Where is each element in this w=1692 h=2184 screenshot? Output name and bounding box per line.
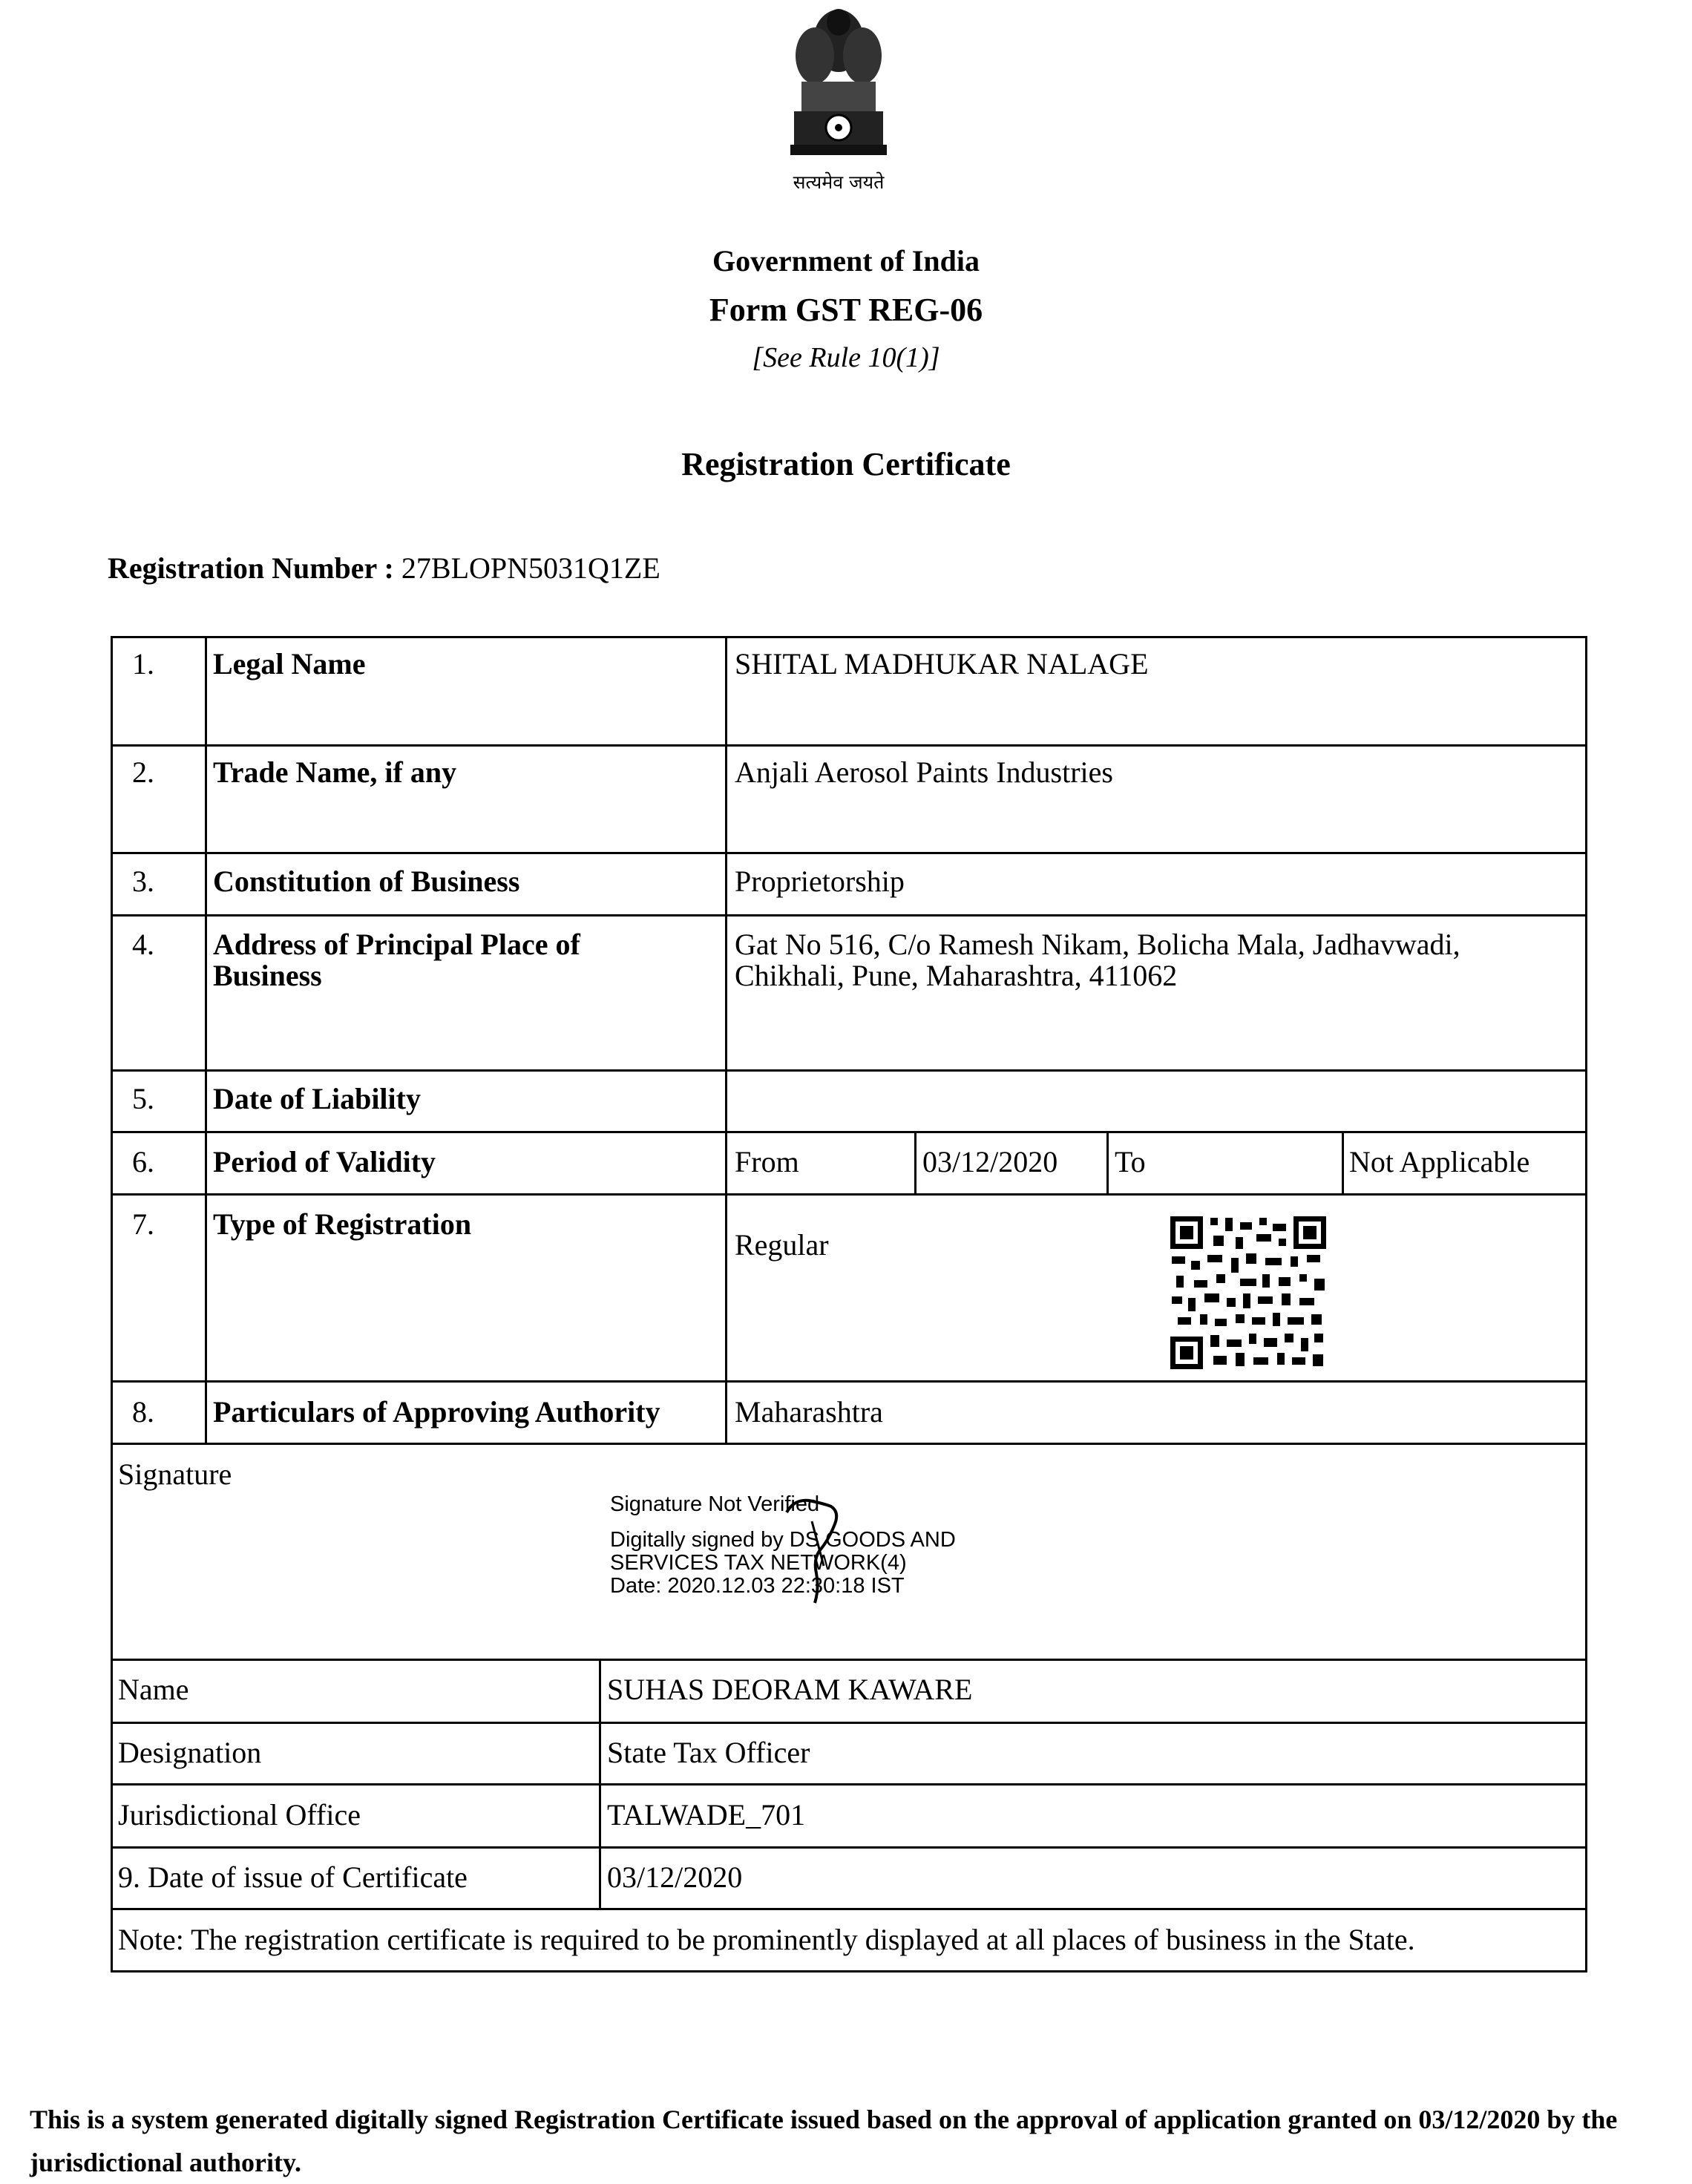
address-label-line2: Business	[213, 959, 322, 992]
row-number: 3.	[132, 865, 154, 898]
jurisdictional-office-value: TALWADE_701	[607, 1798, 806, 1832]
signature-status: Signature Not Verified	[610, 1492, 820, 1516]
row-number: 8.	[132, 1395, 154, 1429]
validity-from-date: 03/12/2020	[922, 1145, 1058, 1178]
period-of-validity-label: Period of Validity	[213, 1145, 436, 1178]
date-of-liability-label: Date of Liability	[213, 1082, 421, 1115]
validity-to-label: To	[1115, 1145, 1146, 1178]
address-value-line2: Chikhali, Pune, Maharashtra, 411062	[735, 959, 1178, 992]
form-heading: Form GST REG-06	[709, 292, 983, 328]
legal-name-value: SHITAL MADHUKAR NALAGE	[735, 647, 1149, 681]
type-of-registration-label: Type of Registration	[213, 1207, 472, 1241]
constitution-value: Proprietorship	[735, 865, 905, 898]
officer-name-label: Name	[118, 1673, 189, 1706]
signature-check-icon	[772, 1492, 853, 1610]
row-number: 5.	[132, 1082, 154, 1115]
issue-date-label: 9. Date of issue of Certificate	[118, 1860, 468, 1894]
national-emblem-icon	[779, 0, 898, 171]
issue-date-value: 03/12/2020	[607, 1860, 743, 1894]
certificate-title: Registration Certificate	[681, 446, 1011, 482]
rule-reference: [See Rule 10(1)]	[752, 342, 940, 373]
approving-authority-value: Maharashtra	[735, 1395, 883, 1429]
signature-label: Signature	[118, 1457, 232, 1491]
signature-signer-line2: SERVICES TAX NETWORK(4)	[610, 1551, 907, 1575]
row-number: 1.	[132, 647, 154, 681]
emblem-motto: सत्यमेव जयते	[793, 171, 885, 193]
designation-label: Designation	[118, 1736, 262, 1769]
type-of-registration-value: Regular	[735, 1228, 829, 1262]
address-value-line1: Gat No 516, C/o Ramesh Nikam, Bolicha Mala, Jadhavwadi,	[735, 928, 1460, 961]
trade-name-value: Anjali Aerosol Paints Industries	[735, 755, 1113, 789]
jurisdictional-office-label: Jurisdictional Office	[118, 1798, 361, 1832]
government-heading: Government of India	[712, 244, 980, 278]
designation-value: State Tax Officer	[607, 1736, 810, 1769]
address-label-line1: Address of Principal Place of	[213, 928, 580, 961]
footer-disclaimer: This is a system generated digitally signed Registration Certificate issued based on the approval of application granted on 03/12/2020 by the jurisdictional authority.	[30, 2105, 1618, 2177]
legal-name-label: Legal Name	[213, 647, 366, 681]
validity-to-value: Not Applicable	[1349, 1145, 1530, 1178]
row-number: 2.	[132, 755, 154, 789]
row-number: 7.	[132, 1207, 154, 1241]
qr-code-icon	[1169, 1215, 1328, 1371]
row-number: 4.	[132, 928, 154, 961]
officer-name: SUHAS DEORAM KAWARE	[607, 1673, 973, 1706]
registration-number: 27BLOPN5031Q1ZE	[401, 551, 660, 585]
signature-date: Date: 2020.12.03 22:30:18 IST	[610, 1574, 905, 1598]
constitution-label: Constitution of Business	[213, 865, 520, 898]
registration-number-line	[108, 551, 660, 586]
row-number: 6.	[132, 1145, 154, 1178]
registration-number-label: Registration Number :	[108, 551, 394, 585]
approving-authority-label: Particulars of Approving Authority	[213, 1395, 660, 1429]
validity-from-label: From	[735, 1145, 799, 1178]
display-note: Note: The registration certificate is required to be prominently displayed at all places of business in the State.	[118, 1923, 1415, 1956]
trade-name-label: Trade Name, if any	[213, 755, 457, 789]
signature-signer-line1: Digitally signed by DS GOODS AND	[610, 1528, 956, 1552]
